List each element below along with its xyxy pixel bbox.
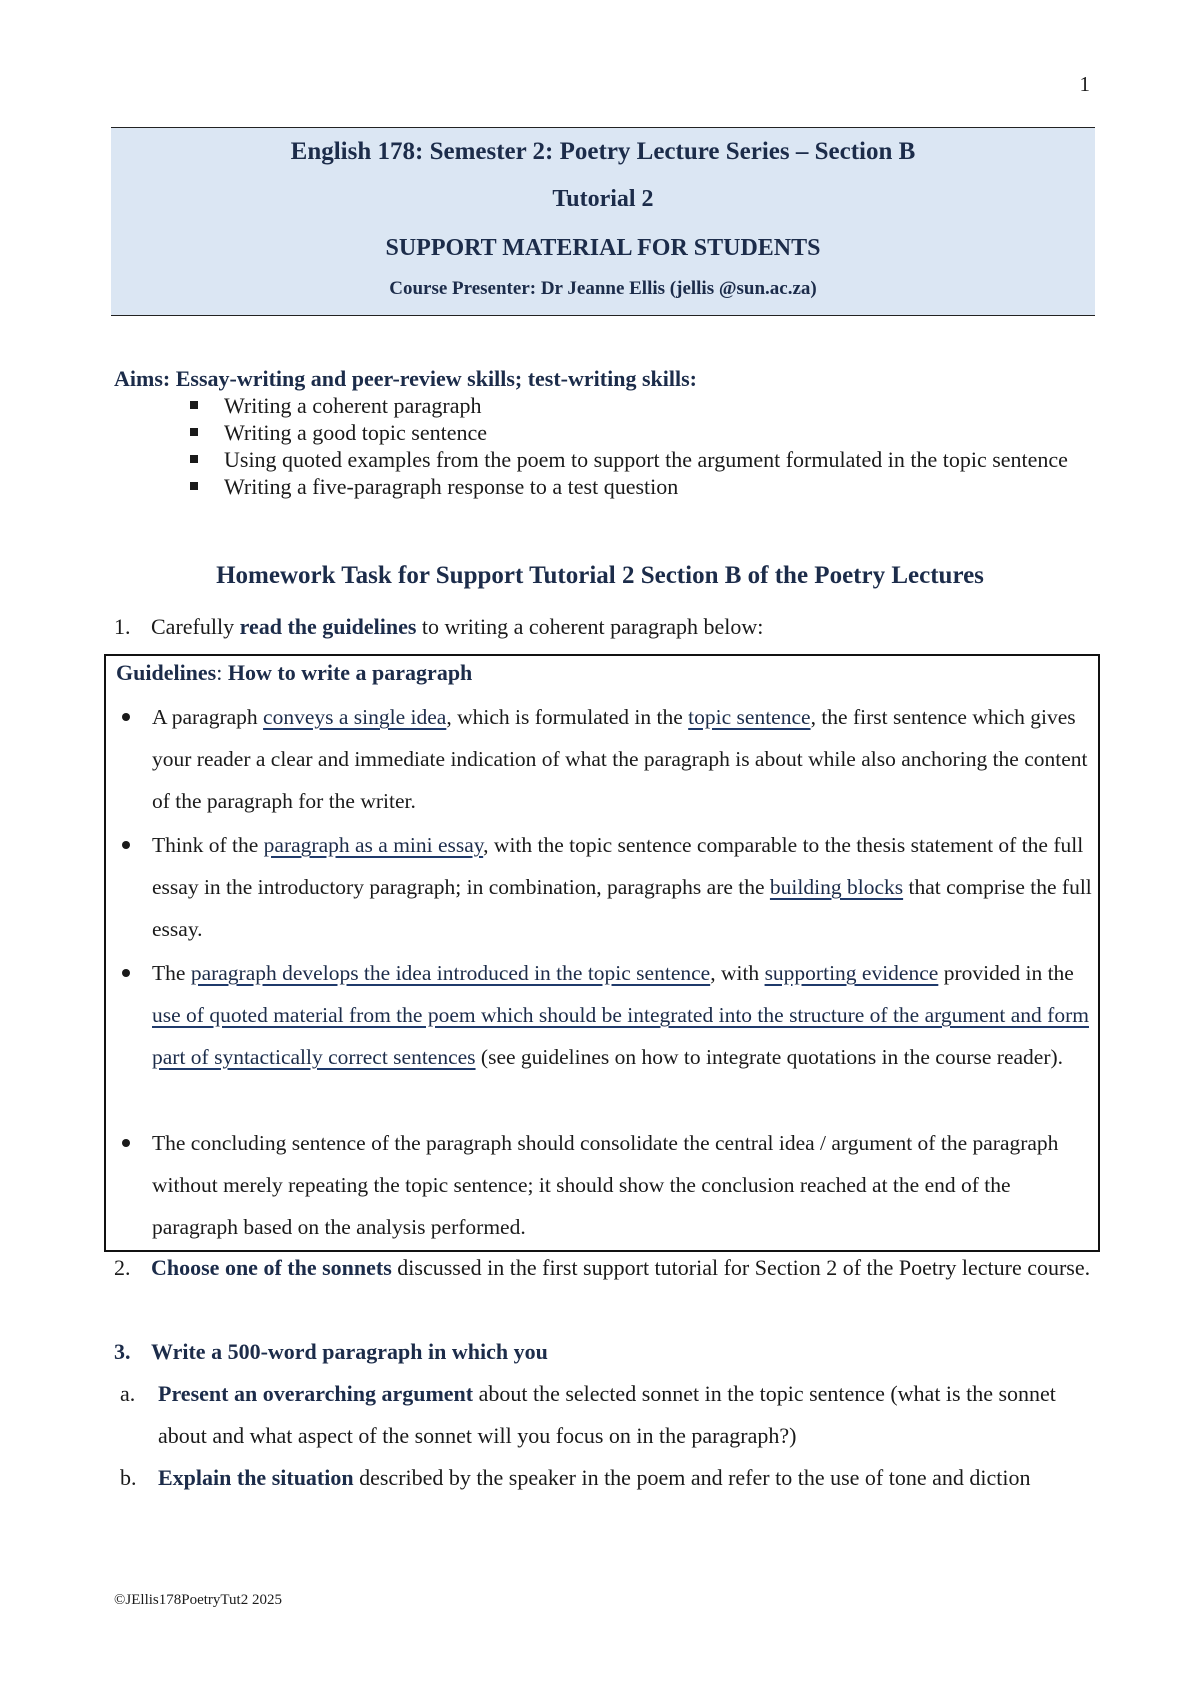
aims-item: Writing a coherent paragraph xyxy=(190,392,1090,419)
step-letter: a. xyxy=(120,1381,136,1406)
guideline-item: A paragraph conveys a single idea, which is formulated in the topic sentence, the first sentence which gives your reader a clear and immediate indication of what the paragraph is about while also anchoring the content of the paragraph for the writer. xyxy=(152,696,1092,822)
bullet-icon xyxy=(122,969,130,977)
page-footer: ©JEllis178PoetryTut2 2025 xyxy=(114,1592,282,1608)
aims-item: Writing a five-paragraph response to a test question xyxy=(190,473,1090,500)
homework-title: Homework Task for Support Tutorial 2 Section B of the Poetry Lectures xyxy=(216,562,984,589)
square-bullet-icon xyxy=(190,401,198,409)
square-bullet-icon xyxy=(190,428,198,436)
document-subtitle: SUPPORT MATERIAL FOR STUDENTS xyxy=(385,235,821,261)
bullet-icon xyxy=(122,1139,130,1147)
step-text: Write a 500-word paragraph in which you xyxy=(151,1339,548,1364)
step-number: 3. xyxy=(114,1339,131,1364)
guideline-item: The paragraph develops the idea introduced in the topic sentence, with supporting evidence provided in the use of quoted material from the poem which should be integrated into the structure of the argument and form part of syntactically correct sentences (see guidelines on how to integrate quotations in the course reader). xyxy=(152,952,1092,1078)
square-bullet-icon xyxy=(190,455,198,463)
step-text: Present an overarching argument about the selected sonnet in the topic sentence (what is the sonnet about and what aspect of the sonnet will you focus on in the paragraph?) xyxy=(158,1381,1056,1448)
page-number: 1 xyxy=(1079,72,1090,96)
guideline-item: Think of the paragraph as a mini essay, with the topic sentence comparable to the thesis statement of the full essay in the introductory paragraph; in combination, paragraphs are the building blocks that comprise the full essay. xyxy=(152,824,1092,950)
document-title: English 178: Semester 2: Poetry Lecture Series – Section B xyxy=(290,138,916,165)
step-number: 2. xyxy=(114,1255,131,1280)
step-letter: b. xyxy=(120,1465,137,1490)
aims-heading: Aims: Essay-writing and peer-review skills; test-writing skills: xyxy=(114,366,697,391)
square-bullet-icon xyxy=(190,482,198,490)
bullet-icon xyxy=(122,841,130,849)
aims-list xyxy=(190,392,1090,500)
guidelines-box xyxy=(104,654,1100,1252)
step-text: Explain the situation described by the speaker in the poem and refer to the use of tone and diction xyxy=(158,1465,1031,1490)
aims-item: Writing a good topic sentence xyxy=(190,419,1090,446)
tutorial-label: Tutorial 2 xyxy=(552,186,654,212)
guidelines-heading: Guidelines: How to write a paragraph xyxy=(116,660,473,685)
aims-item: Using quoted examples from the poem to support the argument formulated in the topic sentence xyxy=(190,446,1090,473)
guideline-item: The concluding sentence of the paragraph should consolidate the central idea / argument of the paragraph without merely repeating the topic sentence; it should show the conclusion reached at the end of the paragraph based on the analysis performed. xyxy=(152,1122,1092,1248)
course-presenter: Course Presenter: Dr Jeanne Ellis (jellis @sun.ac.za) xyxy=(389,278,817,299)
step-text: Carefully read the guidelines to writing a coherent paragraph below: xyxy=(151,614,764,639)
step-number: 1. xyxy=(114,614,131,639)
bullet-icon xyxy=(122,713,130,721)
header-banner xyxy=(111,127,1095,316)
step-text: Choose one of the sonnets discussed in the first support tutorial for Section 2 of the Poetry lecture course. xyxy=(151,1255,1091,1280)
